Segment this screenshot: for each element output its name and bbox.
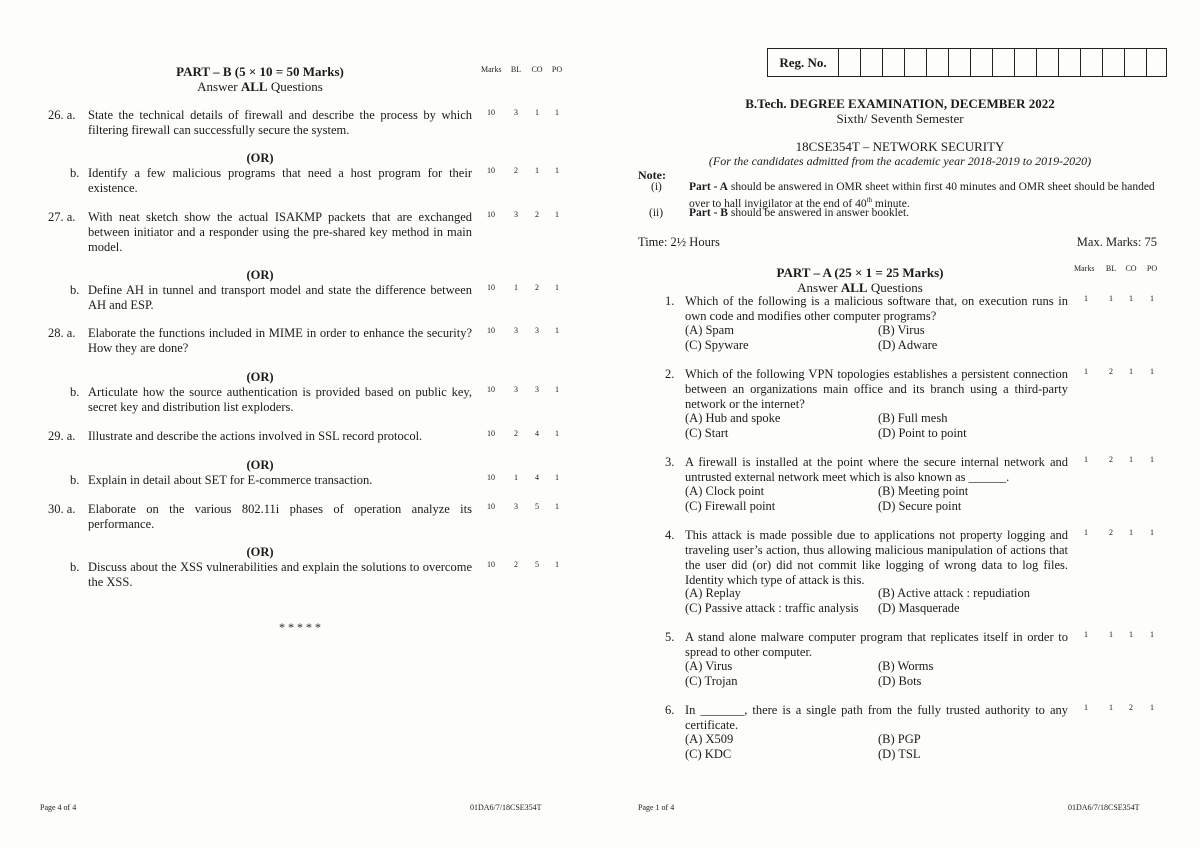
option-a: (A) Spam [685,323,734,337]
bl-value: 3 [514,210,518,219]
reg-cell-divider [838,49,839,76]
po-value: 1 [555,108,559,117]
bl-value: 1 [1109,630,1113,639]
option-c: (C) Trojan [685,674,738,688]
question-number: 1. [665,294,675,308]
bl-value: 1 [1109,294,1113,303]
exam-time: Time: 2½ Hours [638,235,720,249]
co-value: 3 [535,326,539,335]
marks-value: 1 [1084,294,1088,303]
reg-cell-divider [860,49,861,76]
co-value: 2 [1129,703,1133,712]
marks-value: 10 [487,560,495,569]
po-value: 1 [555,502,559,511]
question-text: Elaborate the functions included in MIME in order to enhance the security? How they are done? [88,326,472,355]
po-value: 1 [1150,455,1154,464]
marks-value: 10 [487,210,495,219]
option-c: (C) Spyware [685,338,749,352]
left-footer-code: 01DA6/7/18CSE354T [470,803,542,812]
marks-value: 1 [1084,455,1088,464]
end-of-paper-mark: * * * * * [279,620,321,634]
marks-value: 1 [1084,528,1088,537]
co-value: 1 [535,166,539,175]
option-a: (A) X509 [685,732,734,746]
course-title: 18CSE354T – NETWORK SECURITY [795,139,1005,154]
bl-value: 1 [514,283,518,292]
header-po: PO [551,65,563,74]
co-value: 1 [1129,528,1133,537]
option-b: (B) Active attack : repudiation [878,586,1031,600]
option-c: (C) Start [685,426,729,440]
marks-value: 1 [1084,367,1088,376]
option-d: (D) Point to point [878,426,967,440]
po-value: 1 [555,210,559,219]
question-number: 3. [665,455,675,469]
co-value: 1 [1129,455,1133,464]
question-text: Elaborate on the various 802.11i phases of operation analyze its performance. [88,502,472,531]
question-number: 6. [665,703,675,717]
reg-cell-divider [1036,49,1037,76]
part-a-title: PART – A (25 × 1 = 25 Marks) [776,265,944,280]
option-a: (A) Virus [685,659,733,673]
marks-value: 10 [487,502,495,511]
note-i-number: (i) [651,181,662,193]
bl-value: 3 [514,385,518,394]
option-d: (D) Secure point [878,499,962,513]
bl-value: 2 [1109,367,1113,376]
co-value: 1 [535,108,539,117]
or-divider: (OR) [246,151,274,165]
question-number: 26. a. [48,108,76,122]
question-text: A firewall is installed at the point where the secure internal network and untrusted external network meet which is also known as ______. [685,455,1068,484]
reg-cell-divider [1146,49,1147,76]
header-marks: Marks [1074,264,1095,273]
co-value: 1 [1129,630,1133,639]
reg-cell-divider [1058,49,1059,76]
po-value: 1 [555,473,559,482]
bl-value: 2 [1109,528,1113,537]
bl-value: 3 [514,326,518,335]
question-number: 4. [665,528,675,542]
header-co: CO [531,65,543,74]
reg-cell-divider [1124,49,1125,76]
po-value: 1 [1150,528,1154,537]
question-number: 5. [665,630,675,644]
question-text: In _______, there is a single path from the fully trusted authority to any certificate. [685,703,1068,732]
note-ii-number: (ii) [649,207,664,219]
co-value: 1 [1129,367,1133,376]
left-footer-page: Page 4 of 4 [40,803,77,812]
option-b: (B) Full mesh [878,411,948,425]
header-po: PO [1146,264,1158,273]
part-b-instruction: Answer ALL Questions [197,79,323,94]
question-text: Which of the following VPN topologies establishes a persistent connection between an organizations main office and its branch using a third-party network or the internet? [685,367,1068,411]
right-footer-page: Page 1 of 4 [638,803,675,812]
applicability-note: (For the candidates admitted from the academic year 2018-2019 to 2019-2020) [708,154,1092,168]
po-value: 1 [555,283,559,292]
co-value: 5 [535,560,539,569]
bl-value: 2 [1109,455,1113,464]
question-text: Identify a few malicious programs that need a host program for their existence. [88,166,472,195]
option-b: (B) Meeting point [878,484,969,498]
marks-value: 10 [487,385,495,394]
option-b: (B) PGP [878,732,921,746]
option-c: (C) KDC [685,747,732,761]
bl-value: 2 [514,429,518,438]
bl-value: 2 [514,166,518,175]
bl-value: 2 [514,560,518,569]
co-value: 2 [535,210,539,219]
reg-cell-divider [1014,49,1015,76]
question-number: 2. [665,367,675,381]
question-number: 30. a. [48,502,76,516]
marks-value: 10 [487,326,495,335]
question-number: b. [70,385,80,399]
marks-value: 10 [487,473,495,482]
marks-value: 1 [1084,630,1088,639]
option-d: (D) Adware [878,338,938,352]
bl-value: 3 [514,108,518,117]
question-number: b. [70,560,80,574]
co-value: 4 [535,429,539,438]
header-marks: Marks [481,65,502,74]
reg-cell-divider [992,49,993,76]
marks-value: 1 [1084,703,1088,712]
po-value: 1 [1150,294,1154,303]
po-value: 1 [1150,630,1154,639]
bl-value: 1 [1109,703,1113,712]
header-bl: BL [1105,264,1117,273]
or-divider: (OR) [246,370,274,384]
question-number: 29. a. [48,429,76,443]
part-a-instruction: Answer ALL Questions [797,280,923,295]
or-divider: (OR) [246,268,274,282]
option-a: (A) Clock point [685,484,765,498]
co-value: 1 [1129,294,1133,303]
or-divider: (OR) [246,458,274,472]
question-number: b. [70,473,80,487]
question-number: b. [70,166,80,180]
option-d: (D) Masquerade [878,601,960,615]
reg-cell-divider [948,49,949,76]
question-text: Explain in detail about SET for E-commerce transaction. [88,473,373,487]
marks-value: 10 [487,283,495,292]
header-co: CO [1125,264,1137,273]
option-c: (C) Firewall point [685,499,776,513]
option-a: (A) Hub and spoke [685,411,781,425]
question-text: Which of the following is a malicious software that, on execution runs in own code and modifies other computer programs? [685,294,1068,323]
or-divider: (OR) [246,545,274,559]
reg-cell-divider [904,49,905,76]
question-text: Define AH in tunnel and transport model and state the difference between AH and ESP. [88,283,472,312]
question-text: Illustrate and describe the actions involved in SSL record protocol. [88,429,423,443]
option-d: (D) TSL [878,747,921,761]
max-marks: Max. Marks: 75 [1076,235,1157,249]
reg-cell-divider [1080,49,1081,76]
header-bl: BL [510,65,522,74]
bl-value: 3 [514,502,518,511]
reg-no-box [767,48,1167,77]
question-text: With neat sketch show the actual ISAKMP packets that are exchanged between initiator and a responder using the pre-shared key method in main model. [88,210,472,254]
co-value: 2 [535,283,539,292]
reg-cell-divider [926,49,927,76]
marks-value: 10 [487,166,495,175]
option-d: (D) Bots [878,674,922,688]
bl-value: 1 [514,473,518,482]
question-text: Articulate how the source authentication is provided based on public key, secret key and distribution list exploders. [88,385,472,414]
note-ii-text: Part - B should be answered in answer booklet. [689,207,910,219]
option-b: (B) Worms [878,659,934,673]
option-c: (C) Passive attack : traffic analysis [685,601,859,615]
question-text: A stand alone malware computer program that replicates itself in order to spread to other computer. [685,630,1068,659]
co-value: 4 [535,473,539,482]
option-a: (A) Replay [685,586,741,600]
po-value: 1 [555,326,559,335]
reg-no-label: Reg. No. [779,55,827,70]
right-footer-code: 01DA6/7/18CSE354T [1068,803,1140,812]
po-value: 1 [555,385,559,394]
note-i-text: Part - A should be answered in OMR sheet within first 40 minutes and OMR sheet should be handed over to hall invigilator at the end of 40th minute. [689,181,1155,210]
co-value: 3 [535,385,539,394]
reg-cell-divider [970,49,971,76]
question-number: b. [70,283,80,297]
option-b: (B) Virus [878,323,925,337]
po-value: 1 [555,560,559,569]
po-value: 1 [555,166,559,175]
question-number: 28. a. [48,326,76,340]
part-b-title: PART – B (5 × 10 = 50 Marks) [176,64,344,79]
semester: Sixth/ Seventh Semester [836,111,964,126]
marks-value: 10 [487,108,495,117]
po-value: 1 [1150,367,1154,376]
po-value: 1 [1150,703,1154,712]
question-text: Discuss about the XSS vulnerabilities and explain the solutions to overcome the XSS. [88,560,472,589]
note-label: Note: [638,168,666,182]
reg-cell-divider [1102,49,1103,76]
reg-cell-divider [882,49,883,76]
question-text: State the technical details of firewall and describe the process by which filtering firewall can successfully secure the system. [88,108,472,137]
question-text: This attack is made possible due to applications not property logging and traveling user’s action, thus allowing malicious manipulation of actions that the user did (or) did not commit like logging of wrong data to log files. Identity which type of attack is this. [685,528,1068,587]
question-number: 27. a. [48,210,76,224]
po-value: 1 [555,429,559,438]
marks-value: 10 [487,429,495,438]
co-value: 5 [535,502,539,511]
exam-title: B.Tech. DEGREE EXAMINATION, DECEMBER 2022 [745,96,1055,111]
